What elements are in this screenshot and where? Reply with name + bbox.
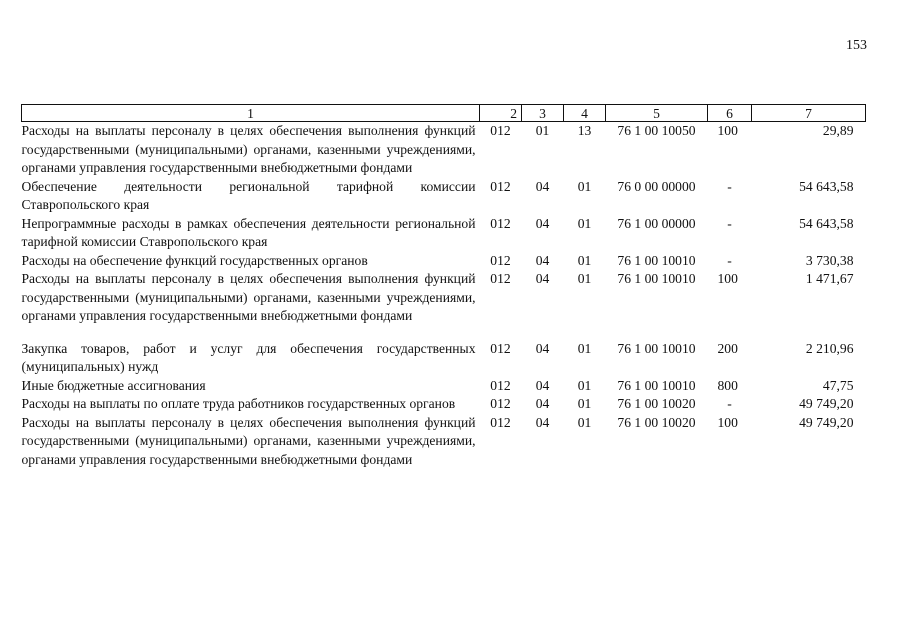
cell-target-article: 76 1 00 10010 <box>617 340 696 356</box>
table-row <box>22 340 866 377</box>
cell-ministry-code: 012 <box>490 396 511 411</box>
cell-subsection: 01 <box>577 252 592 268</box>
row-description: Расходы на обеспечение функций государственных органов <box>21 252 368 268</box>
row-description: Иные бюджетные ассигнования <box>21 377 206 393</box>
row-description: Обеспечение деятельности региональной тарифной комиссии Ставропольского края <box>21 178 476 212</box>
table-row <box>22 178 866 215</box>
cell-section: 04 <box>535 414 550 430</box>
row-description: Расходы на выплаты по оплате труда работников государственных органов <box>21 396 456 411</box>
table-row <box>22 122 866 178</box>
cell-amount: 47,75 <box>822 377 854 393</box>
cell-amount: 29,89 <box>822 123 854 138</box>
row-description: Расходы на выплаты персоналу в целях обеспечения выполнения функций государственными (муниципальными) органами, казенными учреждениями, органами управления государственными внебюджетными фондами <box>21 271 476 323</box>
table-row <box>22 252 866 271</box>
row-description: Расходы на выплаты персоналу в целях обеспечения выполнения функций государственными (муниципальными) органами, казенными учреждениями, органами управления государственными внебюджетными фондами <box>21 414 476 467</box>
cell-subsection: 13 <box>577 123 592 138</box>
cell-expense-type: 100 <box>717 414 738 430</box>
cell-amount: 54 643,58 <box>799 178 854 194</box>
header-col-7: 7 <box>752 105 866 122</box>
budget-table <box>21 104 866 469</box>
cell-subsection: 01 <box>577 215 592 231</box>
cell-ministry-code: 012 <box>490 123 511 138</box>
cell-section: 01 <box>535 123 550 138</box>
cell-section: 04 <box>535 252 550 268</box>
cell-target-article: 76 1 00 10010 <box>617 252 696 268</box>
table-row <box>22 414 866 470</box>
cell-subsection: 01 <box>577 178 592 194</box>
cell-amount: 54 643,58 <box>799 215 854 231</box>
cell-ministry-code: 012 <box>490 271 511 286</box>
cell-section: 04 <box>535 377 550 393</box>
table-row <box>22 215 866 252</box>
cell-expense-type: 200 <box>717 340 738 356</box>
table-row <box>22 270 866 340</box>
cell-section: 04 <box>535 178 550 194</box>
table-header-row <box>22 105 866 122</box>
cell-target-article: 76 0 00 00000 <box>617 178 696 194</box>
cell-subsection: 01 <box>577 396 592 411</box>
cell-expense-type: - <box>727 252 732 268</box>
header-col-5: 5 <box>606 105 708 122</box>
cell-amount: 49 749,20 <box>799 414 854 430</box>
cell-section: 04 <box>535 340 550 356</box>
header-col-3: 3 <box>522 105 564 122</box>
cell-target-article: 76 1 00 10010 <box>617 377 696 393</box>
cell-subsection: 01 <box>577 414 592 430</box>
cell-amount: 2 210,96 <box>805 340 854 356</box>
table-row <box>22 395 866 414</box>
header-col-4: 4 <box>564 105 606 122</box>
cell-expense-type: 800 <box>717 377 738 393</box>
cell-amount: 1 471,67 <box>805 271 854 286</box>
cell-target-article: 76 1 00 00000 <box>617 215 696 231</box>
cell-expense-type: 100 <box>717 123 738 138</box>
cell-target-article: 76 1 00 10020 <box>617 414 696 430</box>
page-number: 153 <box>846 38 867 53</box>
cell-subsection: 01 <box>577 340 592 356</box>
cell-expense-type: 100 <box>717 271 738 286</box>
cell-target-article: 76 1 00 10020 <box>617 396 696 411</box>
cell-ministry-code: 012 <box>490 252 511 268</box>
header-col-6: 6 <box>708 105 752 122</box>
cell-ministry-code: 012 <box>490 414 511 430</box>
cell-ministry-code: 012 <box>490 178 511 194</box>
header-col-1: 1 <box>22 105 480 122</box>
cell-amount: 49 749,20 <box>799 396 854 411</box>
cell-ministry-code: 012 <box>490 215 511 231</box>
row-description: Расходы на выплаты персоналу в целях обеспечения выполнения функций государственными (муниципальными) органами, казенными учреждениями, органами управления государственными внебюджетными фондами <box>21 123 476 175</box>
cell-expense-type: - <box>727 396 732 411</box>
cell-ministry-code: 012 <box>490 340 511 356</box>
cell-section: 04 <box>535 396 550 411</box>
table-row <box>22 377 866 396</box>
cell-subsection: 01 <box>577 271 592 286</box>
header-col-2: 2 <box>480 105 522 122</box>
cell-subsection: 01 <box>577 377 592 393</box>
cell-expense-type: - <box>727 215 732 231</box>
row-description: Закупка товаров, работ и услуг для обеспечения государственных (муниципальных) нужд <box>21 340 476 374</box>
cell-target-article: 76 1 00 10050 <box>617 123 696 138</box>
cell-expense-type: - <box>727 178 732 194</box>
cell-ministry-code: 012 <box>490 377 511 393</box>
cell-amount: 3 730,38 <box>805 252 854 268</box>
cell-section: 04 <box>535 271 550 286</box>
cell-target-article: 76 1 00 10010 <box>617 271 696 286</box>
row-description: Непрограммные расходы в рамках обеспечения деятельности региональной тарифной комиссии Ставропольского края <box>21 215 476 249</box>
cell-section: 04 <box>535 215 550 231</box>
